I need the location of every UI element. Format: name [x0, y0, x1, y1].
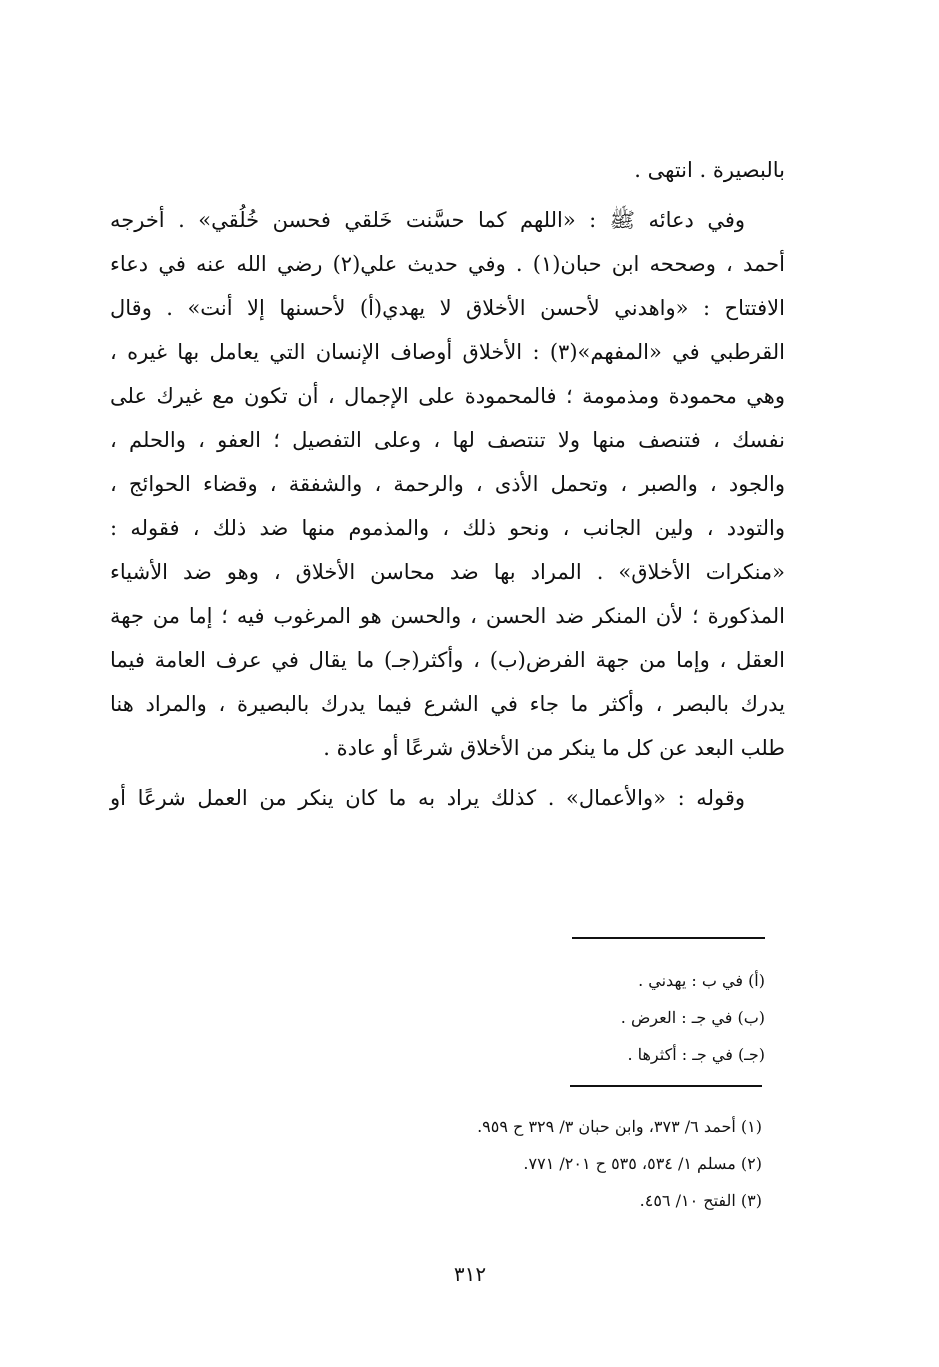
footnote-separator: [572, 937, 765, 939]
footnote-separator: [570, 1085, 762, 1087]
text-line: والجود ، والصبر ، وتحمل الأذى ، والرحمة ، والشفقة ، وقضاء الحوائج ،: [110, 472, 785, 496]
main-text: [110, 148, 785, 820]
text-line: طلب البعد عن كل ما ينكر من الأخلاق شرعًا أو عادة .: [323, 736, 785, 760]
text-line: العقل ، وإما من جهة الفرض(ب) ، وأكثر(جـ) ما يقال في عرف العامة فيما: [110, 648, 785, 672]
page-number: ٣١٢: [453, 1262, 487, 1286]
text-line: وفي دعائه ﷺ : «اللهم كما حسَّنت خَلقي فحسن خُلُقي» . أخرجه: [110, 208, 745, 232]
variant-footnotes: [300, 962, 765, 1073]
footnote-reference: (١) أحمد ٦/ ٣٧٣، وابن حبان ٣/ ٣٢٩ ح ٩٥٩.: [477, 1117, 762, 1136]
text-line: المذكورة ؛ لأن المنكر ضد الحسن ، والحسن هو المرغوب فيه ؛ إما من جهة: [110, 604, 785, 628]
text-line: والتودد ، ولين الجانب ، ونحو ذلك ، والمذموم منها ضد ذلك ، فقوله :: [110, 516, 785, 540]
reference-footnotes: [240, 1108, 762, 1219]
text-line: وقوله : «والأعمال» . كذلك يراد به ما كان ينكر من العمل شرعًا أو: [110, 786, 745, 810]
footnote-variant: (أ) في ب : يهدني .: [638, 971, 765, 990]
footnote-variant: (ب) في جـ : العرض .: [620, 1008, 765, 1027]
text-line: نفسك ، فتنصف منها ولا تنتصف لها ، وعلى التفصيل ؛ العفو ، والحلم ،: [110, 428, 785, 452]
text-line: بالبصيرة . انتهى .: [634, 158, 785, 182]
text-line: الافتتاح : «واهدني لأحسن الأخلاق لا يهدي(أ) لأحسنها إلا أنت» . وقال: [110, 296, 785, 320]
text-line: «منكرات الأخلاق» . المراد بها ضد محاسن الأخلاق ، وهو ضد الأشياء: [110, 560, 785, 584]
footnote-variant: (جـ) في جـ : أكثرها .: [627, 1045, 765, 1064]
footnote-reference: (٣) الفتح ١٠/ ٤٥٦.: [639, 1191, 762, 1210]
text-line: القرطبي في «المفهم»(٣) : الأخلاق أوصاف الإنسان التي يعامل بها غيره ،: [110, 340, 786, 364]
text-line: وهي محمودة ومذمومة ؛ فالمحمودة على الإجمال ، أن تكون مع غيرك على: [110, 384, 785, 408]
text-line: يدرك بالبصر ، وأكثر ما جاء في الشرع فيما يدرك بالبصيرة ، والمراد هنا: [110, 692, 785, 716]
footnote-reference: (٢) مسلم ١/ ٥٣٤، ٥٣٥ ح ٢٠١/ ٧٧١.: [523, 1154, 762, 1173]
text-line: أحمد ، وصححه ابن حبان(١) . وفي حديث علي(٢) رضي الله عنه في دعاء: [110, 252, 785, 276]
